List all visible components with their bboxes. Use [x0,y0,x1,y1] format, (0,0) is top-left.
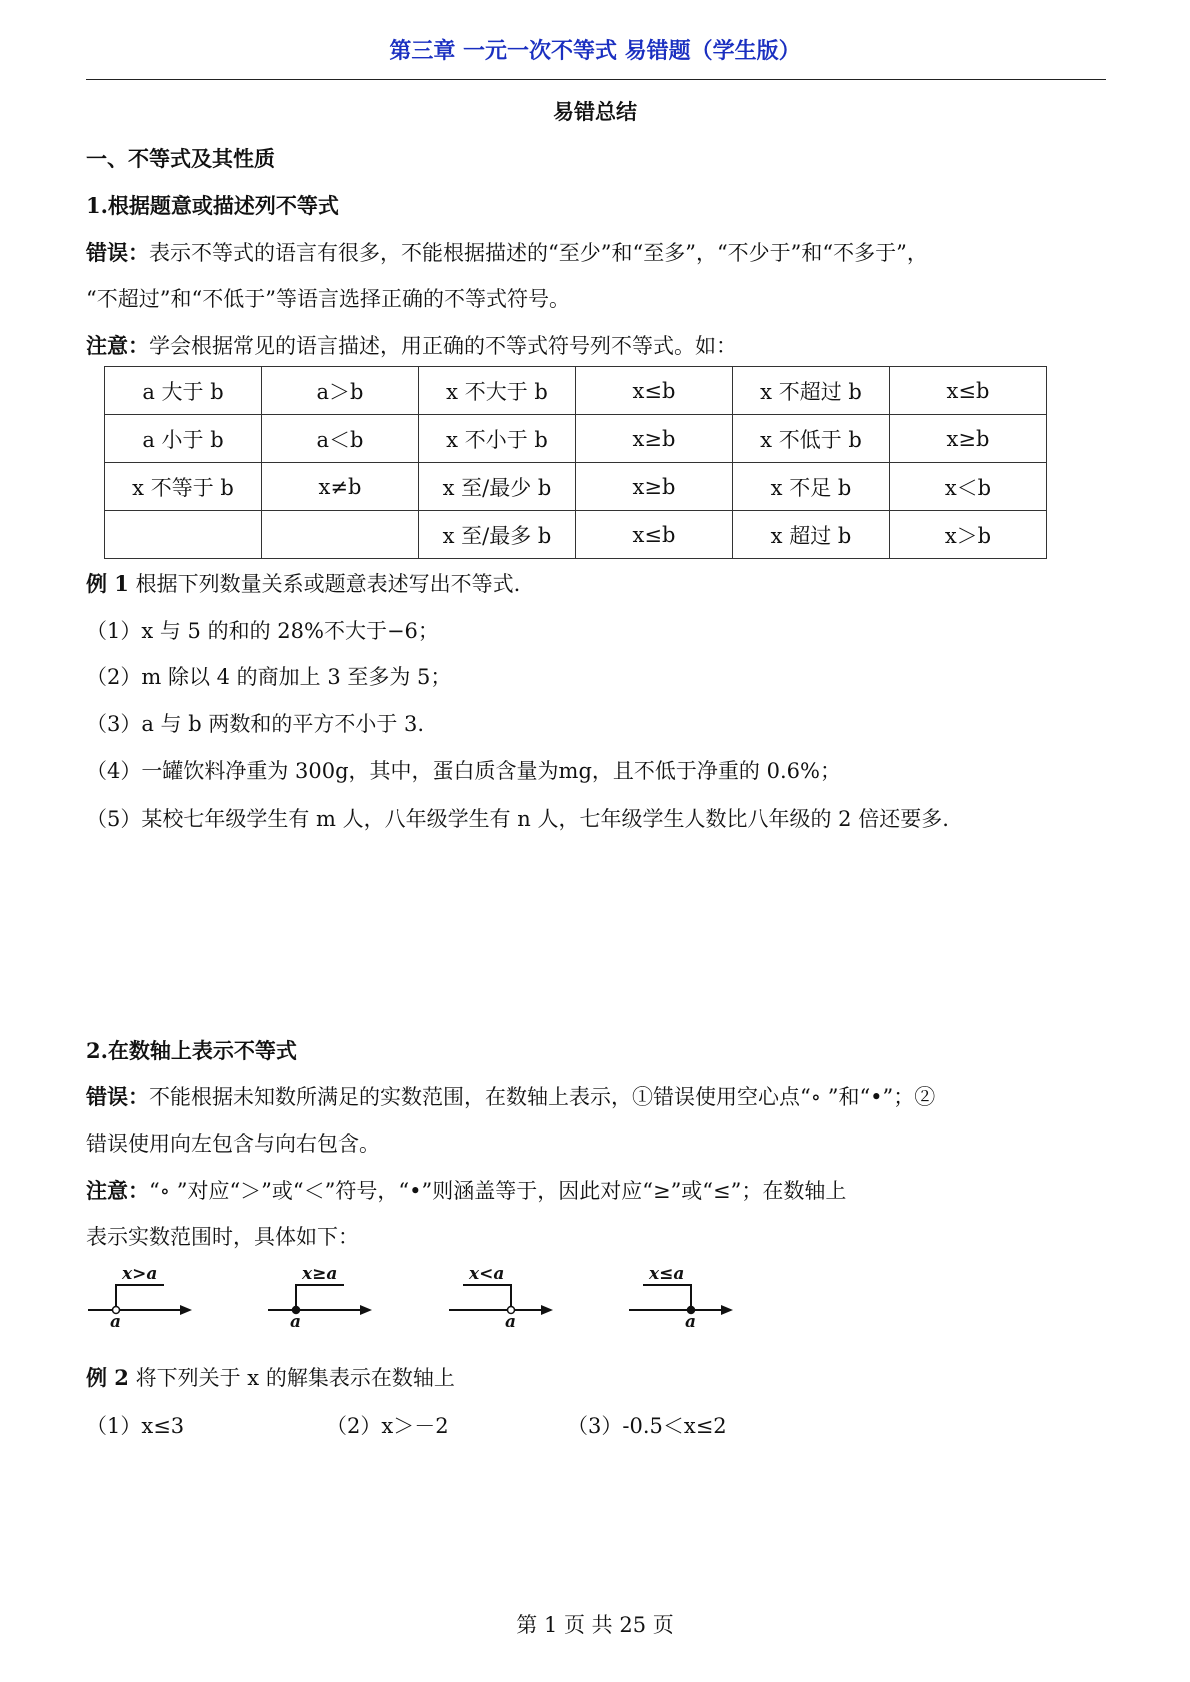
page-footer: 第 1 页 共 25 页 [516,1613,674,1637]
diagram-point-label: a [505,1312,517,1332]
table-row [105,511,1047,559]
example-label: 例 2 [86,1365,129,1390]
number-line-diagram [266,1264,386,1343]
table-row [105,463,1047,511]
example1-item: （2）m 除以 4 的商加上 3 至多为 5； [86,665,452,689]
table-cell: x 至/最少 b [419,463,576,511]
table-cell: x 不大于 b [419,367,576,415]
table-cell: x 不小于 b [419,415,576,463]
example1-item: （4）一罐饮料净重为 300g，其中，蛋白质含量为mg，且不低于净重的 0.6%； [86,759,841,783]
table-cell: a＞b [262,367,419,415]
table-cell [262,511,419,559]
table-cell: x＜b [890,463,1047,511]
header-divider [86,79,1106,80]
error-text: 不能根据未知数所满足的实数范围，在数轴上表示，①错误使用空心点“∘ ”和“•”；② [149,1085,936,1109]
table-cell: x 不足 b [733,463,890,511]
table-cell [105,511,262,559]
example-label: 例 1 [86,571,129,596]
table-cell: x 至/最多 b [419,511,576,559]
example2 [86,1362,455,1392]
table-cell: x≥b [890,415,1047,463]
example1-item: （5）某校七年级学生有 m 人，八年级学生有 n 人，七年级学生人数比八年级的 2 倍还要多. [86,807,949,831]
table-cell: x≤b [576,511,733,559]
note-text: 学会根据常见的语言描述，用正确的不等式符号列不等式。如： [149,334,737,358]
diagram-label: x≥a [302,1264,338,1284]
table-cell: x 不超过 b [733,367,890,415]
table-cell: x≥b [576,415,733,463]
example-text: 将下列关于 x 的解集表示在数轴上 [135,1366,455,1390]
page-title: 第三章 一元一次不等式 易错题（学生版） [389,38,801,64]
table-cell: x≤b [890,367,1047,415]
example1-item: （1）x 与 5 的和的 28%不大于−6； [86,619,439,643]
topic2-note-cont: 表示实数范围时，具体如下： [86,1225,359,1249]
example2-item: （3）-0.5＜x≤2 [567,1414,727,1438]
table-cell: a＜b [262,415,419,463]
example1-item: （3）a 与 b 两数和的平方不小于 3. [86,712,425,736]
table-cell: x≤b [576,367,733,415]
table-cell: x 不低于 b [733,415,890,463]
topic1-note [86,330,737,360]
topic2-error [86,1081,935,1111]
table-cell: x≠b [262,463,419,511]
example1 [86,568,520,598]
topic2-heading: 2.在数轴上表示不等式 [86,1038,297,1063]
table-cell: a 小于 b [105,415,262,463]
section-heading: 一、不等式及其性质 [86,146,275,171]
topic1-error [86,237,928,267]
topic2-error-cont: 错误使用向左包含与向右包含。 [86,1132,380,1156]
topic2-note [86,1175,846,1205]
table-cell: a 大于 b [105,367,262,415]
diagram-point-label: a [110,1312,122,1332]
table-cell: x＞b [890,511,1047,559]
note-label: 注意： [86,1178,149,1203]
number-line-diagram [627,1264,747,1343]
table-cell: x≥b [576,463,733,511]
topic1-heading: 1.根据题意或描述列不等式 [86,193,339,218]
diagram-point-label: a [290,1312,302,1332]
number-line-diagram [86,1264,206,1343]
topic1-error-cont: “不超过”和“不低于”等语言选择正确的不等式符号。 [86,287,570,311]
note-text: “∘ ”对应“＞”或“＜”符号，“•”则涵盖等于，因此对应“≥”或“≤”；在数轴上 [149,1179,847,1203]
example2-item: （2）x＞－2 [326,1414,449,1438]
error-label: 错误： [86,1084,149,1109]
example-text: 根据下列数量关系或题意表述写出不等式. [135,572,521,596]
error-label: 错误： [86,240,149,265]
note-label: 注意： [86,333,149,358]
diagram-label: x>a [122,1264,158,1284]
inequality-language-table [104,366,1047,559]
example2-item: （1）x≤3 [86,1414,185,1438]
table-cell: x 超过 b [733,511,890,559]
diagram-label: x<a [469,1264,505,1284]
number-line-diagram [447,1264,567,1343]
diagram-point-label: a [685,1312,697,1332]
table-row [105,415,1047,463]
table-row [105,367,1047,415]
summary-title: 易错总结 [553,99,637,124]
diagram-label: x≤a [649,1264,685,1284]
error-text: 表示不等式的语言有很多，不能根据描述的“至少”和“至多”，“不少于”和“不多于”， [149,241,928,265]
table-cell: x 不等于 b [105,463,262,511]
